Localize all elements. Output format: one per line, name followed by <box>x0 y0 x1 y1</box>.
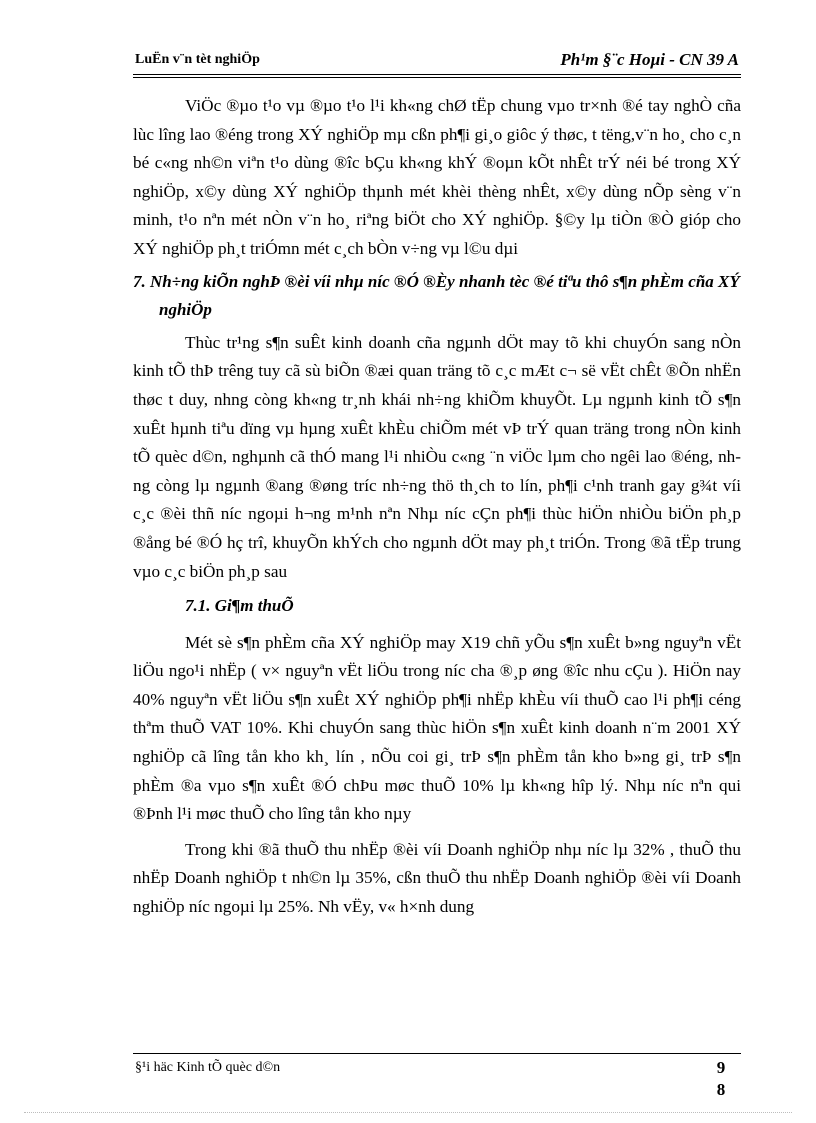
section-heading-7-1: 7.1. Gi¶m thuÕ <box>185 596 294 616</box>
paragraph-training: ViÖc ®µo t¹o vµ ®µo t¹o l¹i kh«ng chØ tËp chung vµo tr×nh ®é tay nghÒ cña lùc lîng lao ®éng trong XÝ nghiÖp mµ cßn ph¶i gi¸o giôc ý thøc, t tëng,v¨n ho¸ cho c¸n bé c«ng nh©n viªn t¹o dùng ®îc bÇu kh«ng khÝ ®oµn kÕt nhÊt trÝ néi bé trong XÝ nghiÖp, x©y dùng XÝ nghiÖp thµnh mét khèi thèng nhÊt, x©y dùng nÕp sèng v¨n minh, t¹o nªn mét nÒn v¨n ho¸ riªng biÖt cho XÝ nghiÖp. §©y lµ tiÒn ®Ò gióp cho XÝ nghiÖp ph¸t triÓmn mét c¸ch bÒn v÷ng vµ l©u dµi <box>133 96 741 258</box>
page-bottom-divider <box>24 1112 792 1113</box>
page-number-line-1: 9 <box>716 1058 726 1077</box>
paragraph-tax-imports: Mét sè s¶n phÈm cña XÝ nghiÖp may X19 chñ yÕu s¶n xuÊt b»ng nguyªn vËt liÖu ngo¹i nhËp ( v× nguyªn vËt liÖu trong níc cha ®¸p øng ®îc nhu cÇu ). HiÖn nay 40% nguyªn vËt liÖu s¶n xuÊt XÝ nghiÖp ph¶i nhËp khÈu víi thuÕ cao l¹i ph¶i céng thªm thuÕ VAT 10%. Khi chuyÓn sang thùc hiÖn s¶n xuÊt kinh doanh n¨m 2001 XÝ nghiÖp cã lîng tån kho kh¸ lín , nÕu coi gi¸ trÞ s¶n phÈm tån kho b»ng gi¸ trÞ s¶n phÈm ®a vµo s¶n xuÊt ®Ó chÞu møc thuÕ 10% lµ kh«ng hîp lý. Nhµ níc nªn qui ®Þnh l¹i møc thuÕ cho lîng tån kho nµy <box>133 632 741 824</box>
footer-university: §¹i häc Kinh tÕ quèc d©n <box>135 1060 281 1075</box>
header-author: Ph¹m §¨c Hoµi - CN 39 A <box>560 50 739 69</box>
page-footer <box>133 1053 741 1098</box>
page-number-line-2: 8 <box>716 1080 726 1099</box>
paragraph-income-tax: Trong khi ®ã thuÕ thu nhËp ®èi víi Doanh nghiÖp nhµ níc lµ 32% , thuÕ thu nhËp Doanh nghiÖp t nh©n lµ 35%, cßn thuÕ thu nhËp Doanh nghiÖp ®èi víi Doanh nghiÖp níc ngoµi lµ 25%. Nh vËy, v« h×nh dung <box>133 839 741 917</box>
header-thesis-title: LuËn v¨n tèt nghiÖp <box>135 52 260 67</box>
paragraph-textile-status: Thùc tr¹ng s¶n suÊt kinh doanh cña ngµnh dÖt may tõ khi chuyÓn sang nÒn kinh tÕ thÞ trêng tuy cã sù biÕn ®æi quan träng tõ c¸c mÆt c¬ së vËt chÊt ®Õn nhËn thøc t duy, nhng còng kh«ng tr¸nh khái nh÷ng khiÕm khuyÕt. Lµ ngµnh kinh tÕ s¶n xuÊt hµnh tiªu dïng vµ hµng xuÊt khÈu chiÕm mét vÞ trÝ quan träng trong nÒn kinh tÕ quèc d©n, nghµnh cã thÓ mang l¹i nhiÒu c«ng ¨n viÖc lµm cho ngêi lao ®éng, nhng còng lµ ngµnh ®ang ®øng tríc nh÷ng thö th¸ch to lín, ph¶i c¹nh tranh gay g¾t víi c¸c ®èi thñ níc ngoµi h¬ng m¹nh nªn Nhµ níc cÇn ph¶i thùc hiÖn nhiÒu biÖn ph¸p ®ång bé ®Ó hç trî, khuyÕn khÝch cho ngµnh dÖt may ph¸t triÓn. Trong ®ã tËp trung vµo c¸c biÖn ph¸p sau <box>133 332 741 581</box>
page-number <box>711 1057 731 1101</box>
page-body <box>133 92 741 922</box>
section-heading-7: 7. Nh÷ng kiÕn nghÞ ®èi víi nhµ níc ®Ó ®Èy nhanh tèc ®é tiªu thô s¶n phÈm cña XÝ nghiÖp <box>133 271 740 320</box>
page-header <box>133 50 741 78</box>
